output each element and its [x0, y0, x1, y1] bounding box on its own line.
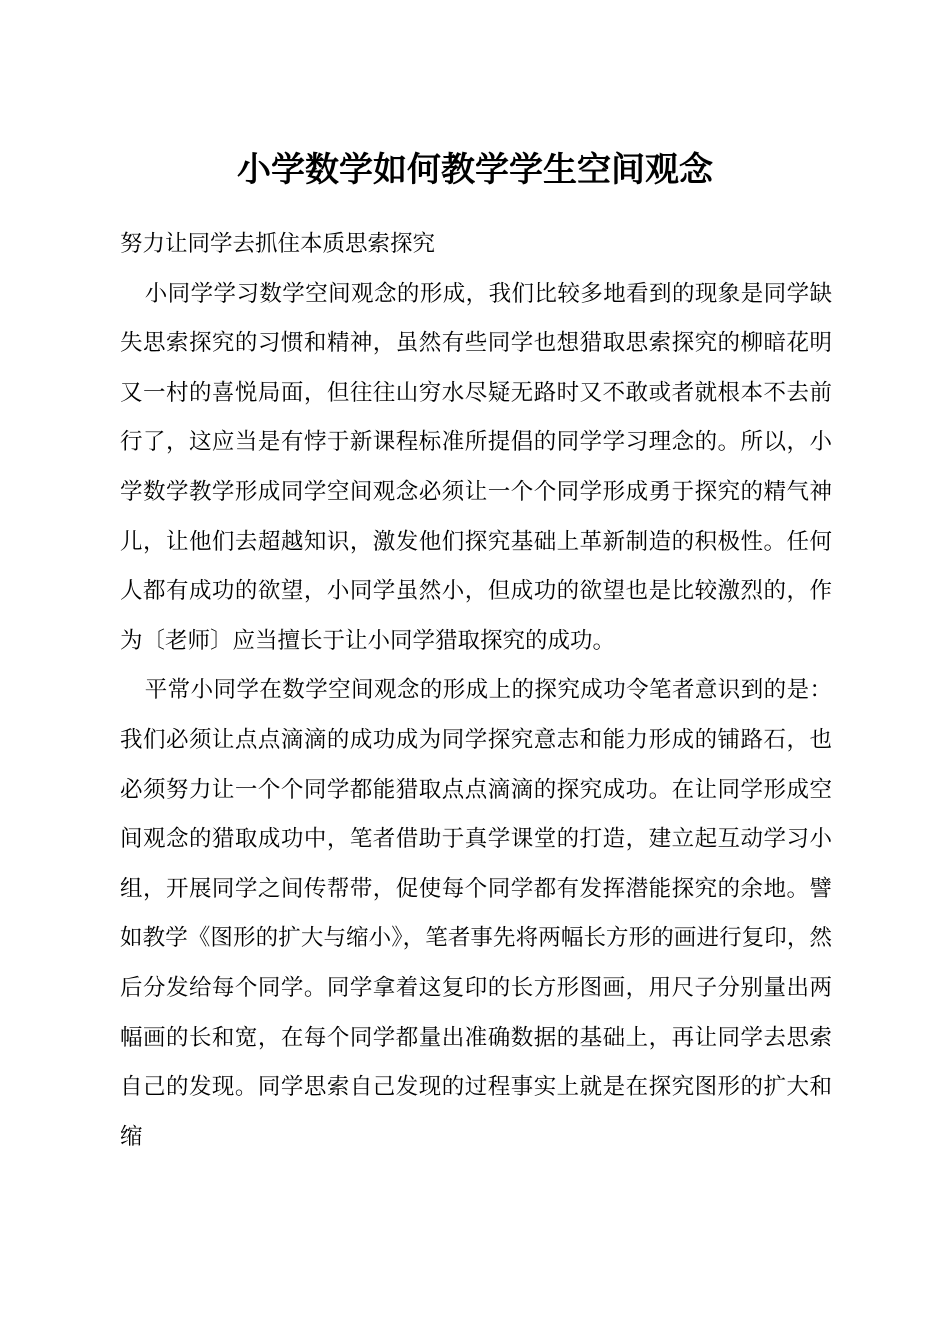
section-subtitle: 努力让同学去抓住本质思索探究 [120, 231, 436, 257]
body-paragraph-2: 平常小同学在数学空间观念的形成上的探究成功令笔者意识到的是：我们必须让点点滴滴的成功成为同学探究意志和能力形成的铺路石，也必须努力让一个个同学都能猎取点点滴滴的探究成功。在让同学形成空间观念的猎取成功中，笔者借助于真学课堂的打造，建立起互动学习小组，开展同学之间传帮带，促使每个同学都有发挥潜能探究的余地。譬如教学《图形的扩大与缩小》，笔者事先将两幅长方形的画进行复印，然后分发给每个同学。同学拿着这复印的长方形图画，用尺子分别量出两幅画的长和宽，在每个同学都量出准确数据的基础上，再让同学去思索自己的发现。同学思索自己发现的过程事实上就是在探究图形的扩大和缩 [120, 677, 832, 1150]
document-title: 小学数学如何教学学生空间观念 [237, 150, 713, 190]
document-body [120, 220, 832, 1162]
body-paragraph-1: 小同学学习数学空间观念的形成，我们比较多地看到的现象是同学缺失思索探究的习惯和精神，虽然有些同学也想猎取思索探究的柳暗花明又一村的喜悦局面，但往往山穷水尽疑无路时又不敢或者就根本不去前行了，这应当是有悖于新课程标准所提倡的同学学习理念的。所以，小学数学教学形成同学空间观念必须让一个个同学形成勇于探究的精气神儿，让他们去超越知识，激发他们探究基础上革新制造的积极性。任何人都有成功的欲望，小同学虽然小，但成功的欲望也是比较激烈的，作为〔老师〕应当擅长于让小同学猎取探究的成功。 [120, 280, 832, 654]
